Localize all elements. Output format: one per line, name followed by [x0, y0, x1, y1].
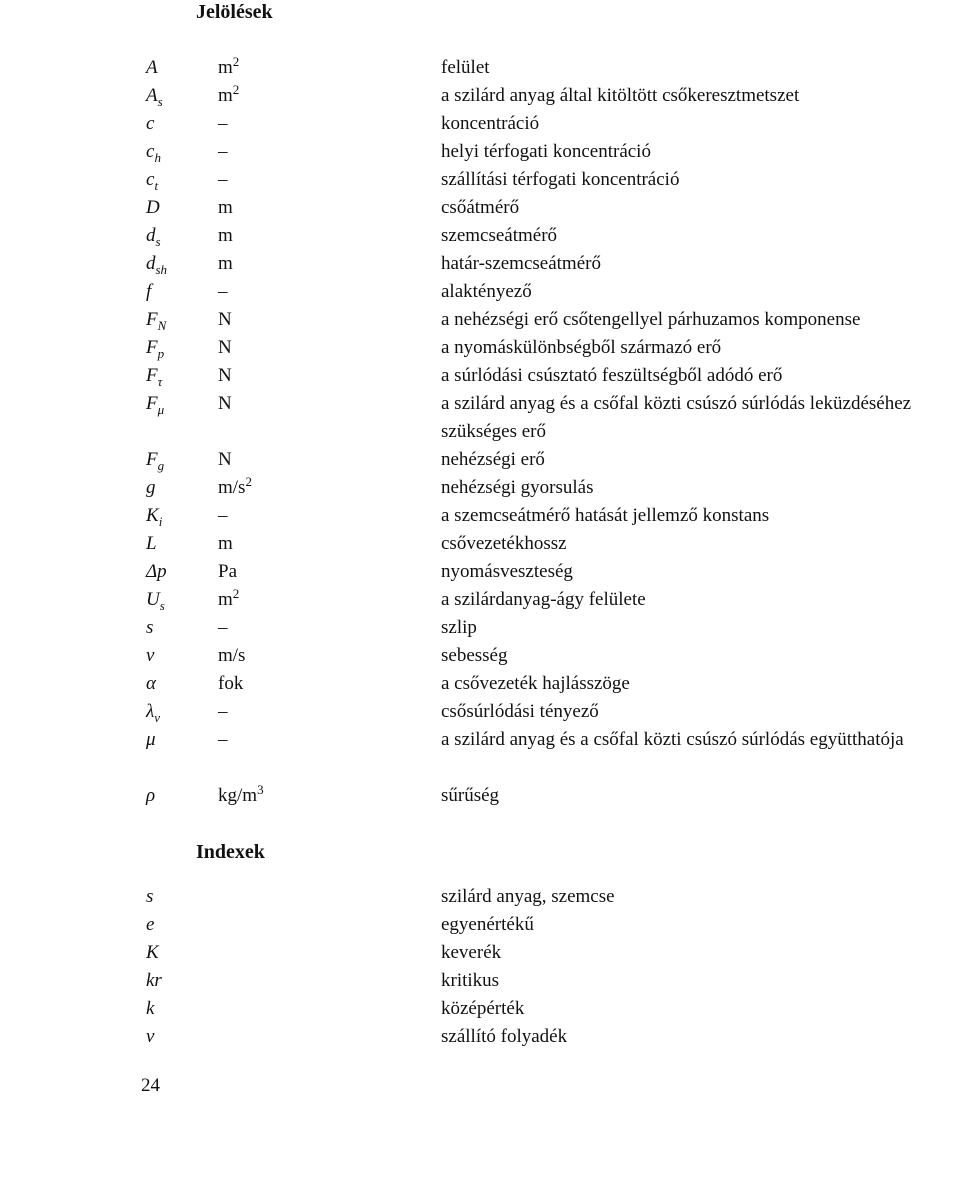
- index-row: [0, 883, 960, 911]
- unit: [218, 614, 228, 642]
- symbol-letter: F: [146, 393, 158, 414]
- symbol: [146, 306, 166, 334]
- symbol-row: [0, 334, 960, 362]
- symbol-row: [0, 558, 960, 586]
- symbol: [146, 250, 167, 278]
- unit: [218, 558, 237, 586]
- symbol-letter: c: [146, 113, 155, 134]
- unit: [218, 278, 228, 306]
- symbol: [146, 54, 158, 82]
- symbol: [146, 278, 151, 306]
- description: nyomásveszteség: [441, 561, 573, 582]
- unit-text: –: [218, 141, 228, 162]
- description: szlip: [441, 617, 477, 638]
- description: a szilárdanyag-ágy felülete: [441, 589, 646, 610]
- symbols-heading: Jelölések: [196, 1, 273, 23]
- symbol-row: [0, 362, 960, 390]
- index-description: szállító folyadék: [441, 1026, 568, 1047]
- symbol-row: [0, 614, 960, 642]
- symbol-letter: λ: [146, 701, 155, 722]
- description: nehézségi erő: [441, 449, 545, 470]
- symbol: [146, 586, 165, 614]
- unit: [218, 782, 264, 810]
- unit: [218, 138, 228, 166]
- description: a súrlódási csúsztató feszültségből adódó erő: [441, 365, 783, 386]
- unit-text: N: [218, 365, 232, 386]
- unit: [218, 474, 252, 502]
- symbol-row: [0, 82, 960, 110]
- unit-text: –: [218, 729, 228, 750]
- symbol-letter: ρ: [146, 785, 156, 806]
- description: felület: [441, 57, 490, 78]
- description: a szilárd anyag által kitöltött csőkeresztmetszet: [441, 85, 800, 106]
- symbol: [146, 390, 164, 418]
- symbol-subscript: N: [157, 318, 167, 333]
- index-symbol: v: [146, 1026, 155, 1047]
- symbol: [146, 222, 161, 250]
- symbol-letter: d: [146, 253, 156, 274]
- description: csővezetékhossz: [441, 533, 567, 554]
- symbol-row: [0, 194, 960, 222]
- unit-exponent: 2: [232, 54, 240, 69]
- unit-exponent: 2: [245, 474, 252, 489]
- unit-text: –: [218, 113, 228, 134]
- description: csőátmérő: [441, 197, 520, 218]
- unit: [218, 334, 232, 362]
- description: a nyomáskülönbségből származó erő: [441, 337, 722, 358]
- symbol: [146, 642, 154, 670]
- unit: [218, 306, 232, 334]
- symbol-letter: g: [146, 477, 156, 498]
- unit-text: N: [218, 393, 232, 414]
- symbol-letter: U: [146, 589, 160, 610]
- unit: [218, 110, 228, 138]
- symbol-row: [0, 642, 960, 670]
- index-row: [0, 939, 960, 967]
- unit-text: kg/m: [218, 785, 258, 806]
- symbol: [146, 138, 161, 166]
- symbol-row: [0, 250, 960, 278]
- description: szállítási térfogati koncentráció: [441, 169, 680, 190]
- description: csősúrlódási tényező: [441, 701, 599, 722]
- unit: [218, 362, 232, 390]
- unit: [218, 250, 233, 278]
- description: nehézségi gyorsulás: [441, 477, 594, 498]
- unit-text: N: [218, 309, 232, 330]
- symbol-letter: F: [146, 449, 158, 470]
- unit-text: –: [218, 505, 228, 526]
- symbol-row: [0, 726, 960, 754]
- symbol: [146, 362, 162, 390]
- unit: [218, 642, 245, 670]
- description: koncentráció: [441, 113, 540, 134]
- symbol-letter: L: [146, 533, 157, 554]
- description: a nehézségi erő csőtengellyel párhuzamos komponense: [441, 309, 861, 330]
- unit: [218, 726, 228, 754]
- index-description: szilárd anyag, szemcse: [441, 886, 615, 907]
- symbol-row: [0, 670, 960, 698]
- index-symbol: s: [146, 886, 154, 907]
- index-row: [0, 995, 960, 1023]
- symbol: [146, 334, 164, 362]
- index-symbol: K: [146, 942, 159, 963]
- symbol-subscript: h: [154, 150, 161, 165]
- description: a szilárd anyag és a csőfal közti csúszó súrlódás leküzdéséhez szükséges erő: [441, 393, 912, 442]
- symbol-subscript: v: [154, 710, 161, 725]
- symbol-row: [0, 138, 960, 166]
- description: a csővezeték hajlásszöge: [441, 673, 630, 694]
- index-symbol: k: [146, 998, 155, 1019]
- symbol-row: [0, 474, 960, 502]
- symbol: [146, 530, 157, 558]
- unit: [218, 166, 228, 194]
- unit: [218, 194, 233, 222]
- indices-heading: Indexek: [196, 841, 265, 863]
- symbol-letter: μ: [146, 729, 156, 750]
- symbol-row: [0, 306, 960, 334]
- unit-text: –: [218, 169, 228, 190]
- symbol-row: [0, 782, 960, 810]
- description: sűrűség: [441, 785, 500, 806]
- unit-text: m: [218, 225, 233, 246]
- symbol-letter: A: [146, 57, 158, 78]
- symbol-letter: α: [146, 673, 156, 694]
- symbol-row: [0, 166, 960, 194]
- unit-exponent: 3: [257, 782, 264, 797]
- symbol-letter: Δp: [146, 561, 167, 582]
- symbol-row: [0, 586, 960, 614]
- index-description: kritikus: [441, 970, 500, 991]
- unit-text: m: [218, 85, 233, 106]
- symbol-subscript: g: [157, 458, 165, 473]
- symbol-subscript: i: [158, 514, 163, 529]
- unit-text: m: [218, 253, 233, 274]
- index-row: [0, 967, 960, 995]
- unit-text: N: [218, 337, 232, 358]
- index-row: [0, 911, 960, 939]
- unit-text: –: [218, 281, 228, 302]
- symbol-letter: F: [146, 337, 158, 358]
- unit-text: m: [218, 57, 233, 78]
- unit-text: Pa: [218, 561, 237, 582]
- symbol-row: [0, 446, 960, 474]
- symbol: [146, 502, 162, 530]
- symbol: [146, 474, 156, 502]
- symbol-subscript: sh: [155, 262, 168, 277]
- index-description: keverék: [441, 942, 502, 963]
- symbol-subscript: s: [157, 94, 163, 109]
- symbol-letter: D: [146, 197, 160, 218]
- symbol: [146, 194, 160, 222]
- unit: [218, 54, 239, 82]
- symbol-letter: f: [146, 281, 152, 302]
- description: sebesség: [441, 645, 508, 666]
- symbol-row: [0, 110, 960, 138]
- description: alaktényező: [441, 281, 532, 302]
- symbol: [146, 446, 164, 474]
- unit-exponent: 2: [232, 586, 240, 601]
- description: helyi térfogati koncentráció: [441, 141, 651, 162]
- symbol-row: [0, 222, 960, 250]
- unit-text: m: [218, 533, 233, 554]
- symbol-letter: A: [146, 85, 158, 106]
- unit-text: –: [218, 701, 228, 722]
- symbol-subscript: p: [157, 346, 165, 361]
- description: szemcseátmérő: [441, 225, 558, 246]
- page-number: 24: [141, 1075, 160, 1096]
- description: határ-szemcseátmérő: [441, 253, 601, 274]
- unit: [218, 390, 232, 418]
- symbol-subscript: s: [155, 234, 161, 249]
- symbol: [146, 782, 155, 810]
- unit: [218, 530, 233, 558]
- unit: [218, 670, 243, 698]
- symbol-letter: d: [146, 225, 156, 246]
- symbol-row: [0, 278, 960, 306]
- unit: [218, 222, 233, 250]
- index-row: [0, 1023, 960, 1051]
- unit-exponent: 2: [232, 82, 240, 97]
- index-symbol: e: [146, 914, 155, 935]
- unit-text: m/s: [218, 645, 246, 666]
- unit-text: –: [218, 617, 228, 638]
- symbol-row: [0, 54, 960, 82]
- symbol-subscript: t: [154, 178, 159, 193]
- symbol-row: [0, 390, 960, 442]
- index-description: középérték: [441, 998, 525, 1019]
- symbol-row: [0, 698, 960, 726]
- symbol-letter: v: [146, 645, 155, 666]
- unit-text: m: [218, 197, 233, 218]
- symbol: [146, 614, 153, 642]
- symbol: [146, 110, 154, 138]
- symbol: [146, 670, 156, 698]
- symbol-row: [0, 502, 960, 530]
- symbol: [146, 166, 158, 194]
- symbol-subscript: s: [159, 598, 165, 613]
- symbol: [146, 698, 160, 726]
- description: a szemcseátmérő hatását jellemző konstans: [441, 505, 770, 526]
- unit-text: m: [218, 589, 233, 610]
- symbol: [146, 82, 163, 110]
- symbol-letter: F: [146, 365, 158, 386]
- unit-text: fok: [218, 673, 244, 694]
- symbol-subscript: τ: [157, 374, 163, 389]
- symbol-letter: K: [146, 505, 159, 526]
- description: a szilárd anyag és a csőfal közti csúszó súrlódás együtthatója: [441, 729, 904, 750]
- symbol-letter: c: [146, 141, 155, 162]
- symbol: [146, 558, 167, 586]
- unit-text: m/s: [218, 477, 246, 498]
- index-symbol: kr: [146, 970, 162, 991]
- symbol: [146, 726, 156, 754]
- symbol-subscript: μ: [157, 402, 165, 417]
- symbol-letter: F: [146, 309, 158, 330]
- index-description: egyenértékű: [441, 914, 534, 935]
- unit-text: N: [218, 449, 232, 470]
- symbol-letter: c: [146, 169, 155, 190]
- unit: [218, 698, 228, 726]
- unit: [218, 502, 228, 530]
- unit: [218, 586, 239, 614]
- symbol-letter: s: [146, 617, 154, 638]
- unit: [218, 82, 239, 110]
- unit: [218, 446, 232, 474]
- symbol-row: [0, 530, 960, 558]
